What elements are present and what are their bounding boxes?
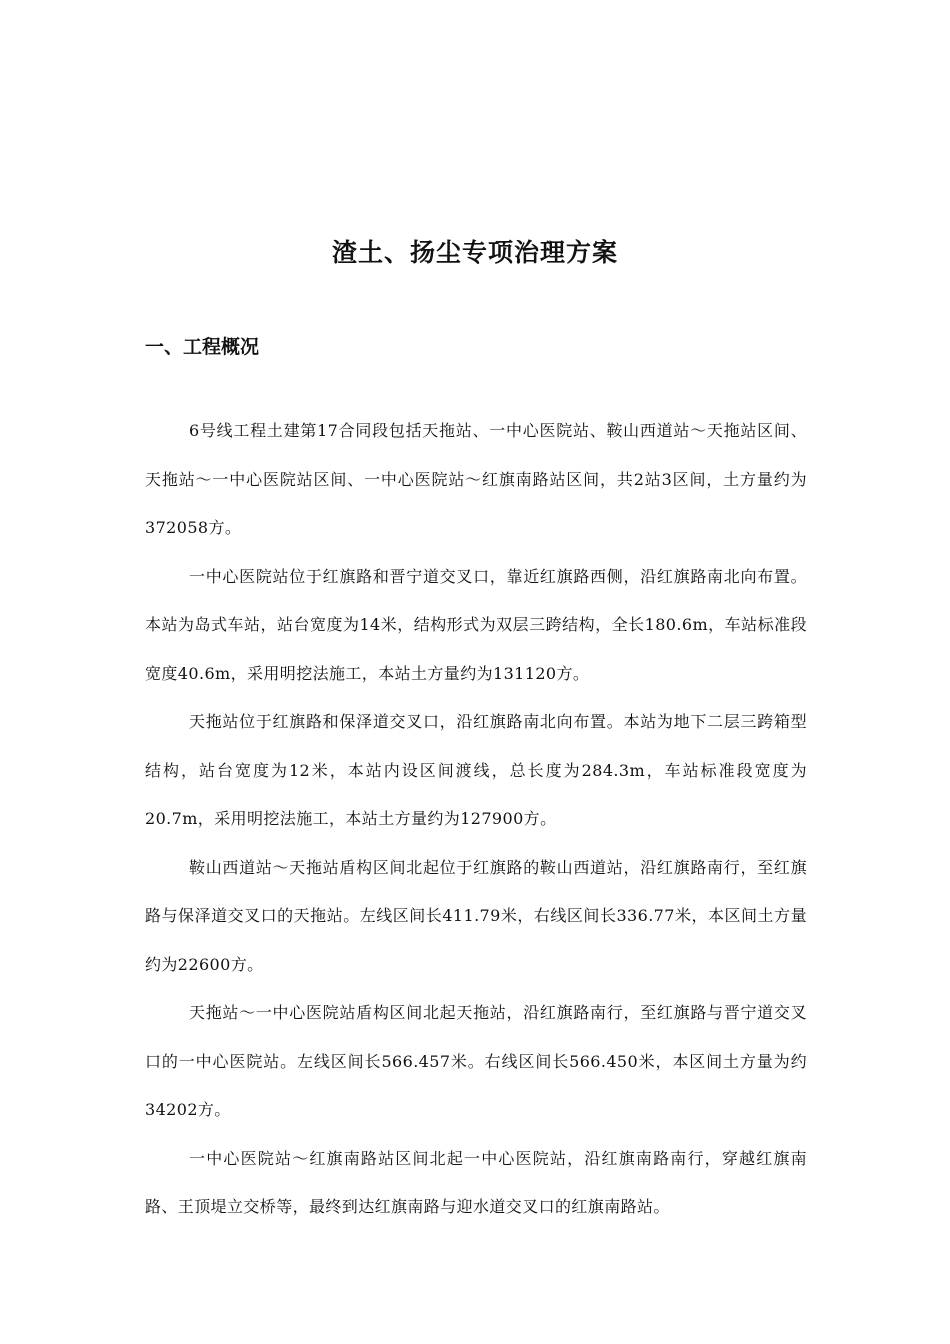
paragraph-tiantuo-to-hospital-section: 天拖站～一中心医院站盾构区间北起天拖站，沿红旗路南行，至红旗路与晋宁道交叉口的一中心医院站。左线区间长566.457米。右线区间长566.450米，本区间土方量为约34202方。 <box>145 1003 807 1119</box>
section-heading-project-overview: 一、工程概况 <box>145 336 260 358</box>
paragraph-anshan-xidao-to-tiantuo-section: 鞍山西道站～天拖站盾构区间北起位于红旗路的鞍山西道站，沿红旗路南行，至红旗路与保泽道交叉口的天拖站。左线区间长411.79米，右线区间长336.77米，本区间土方量约为22600方。 <box>145 857 807 974</box>
paragraph-first-central-hospital-station: 一中心医院站位于红旗路和晋宁道交叉口，靠近红旗路西侧，沿红旗路南北向布置。本站为岛式车站，站台宽度为14米，结构形式为双层三跨结构，全长180.6m，车站标准段宽度40.6m，采用明挖法施工，本站土方量约为131120方。 <box>145 566 807 683</box>
paragraph-hospital-to-hongqi-south-section: 一中心医院站～红旗南路站区间北起一中心医院站，沿红旗南路南行，穿越红旗南路、王顶堤立交桥等，最终到达红旗南路与迎水道交叉口的红旗南路站。 <box>145 1148 807 1216</box>
document-title: 渣土、扬尘专项治理方案 <box>331 238 618 267</box>
paragraph-contract-scope: 6号线工程土建第17合同段包括天拖站、一中心医院站、鞍山西道站～天拖站区间、天拖站～一中心医院站区间、一中心医院站～红旗南路站区间，共2站3区间，土方量约为372058方。 <box>145 421 807 537</box>
section-body <box>145 407 807 1232</box>
paragraph-tiantuo-station: 天拖站位于红旗路和保泽道交叉口，沿红旗路南北向布置。本站为地下二层三跨箱型结构，站台宽度为12米，本站内设区间渡线，总长度为284.3m，车站标准段宽度为20.7m，采用明挖法施工，本站土方量约为127900方。 <box>145 712 807 828</box>
